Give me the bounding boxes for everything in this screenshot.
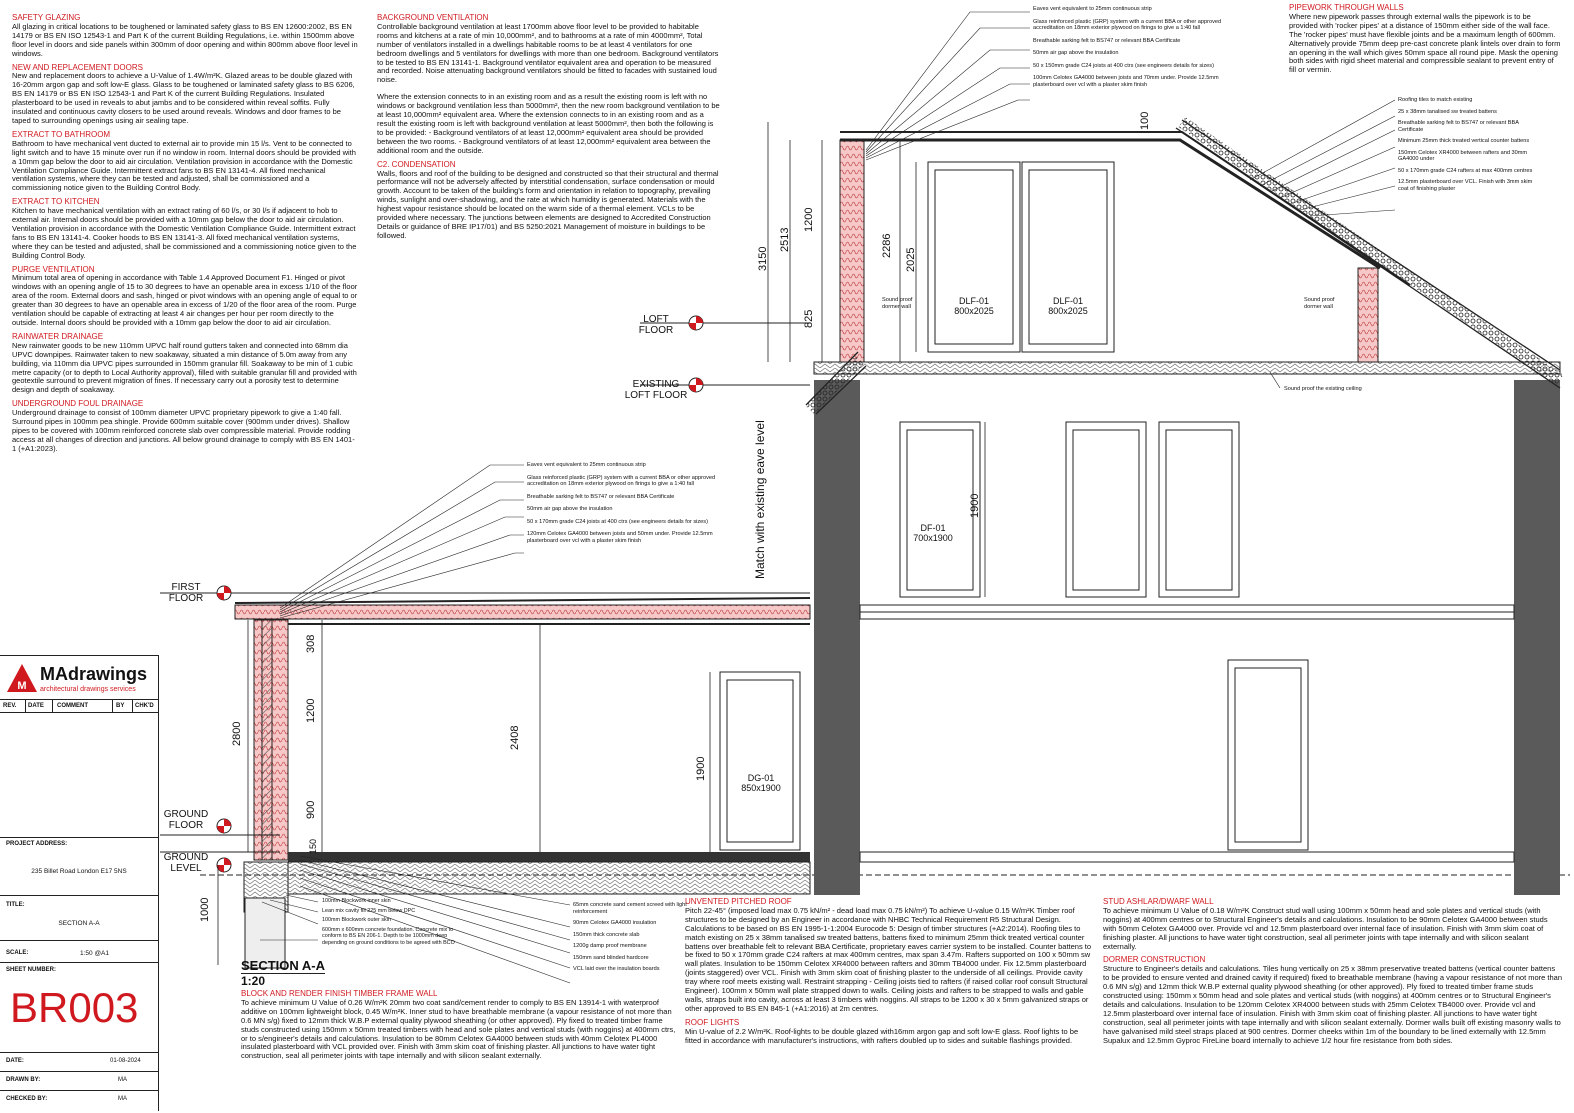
callout-label: 100mm Blockwork inner skin [322, 898, 391, 904]
dim-1900a: 1900 [969, 493, 981, 518]
callout-label: 100mm Blockwork outer skin [322, 917, 391, 923]
note-heading: UNVENTED PITCHED ROOF [685, 897, 792, 906]
callout-label: Eaves vent equivalent to 25mm continuous strip [1033, 6, 1152, 12]
note-text: New and replacement doors to achieve a U-Value of 1.4W/m²K. Glazed areas to be double glazed with 16-20mm argon gap and soft low-E glass. Glass to be toughened or laminated safety glass to BS 6206, BS EN 14179 or BS EN ISO 12543-1 and Part K of the current Building Regulations. Insulated plasterboard to be used in reveals to abut jambs and to be considered within reveal soffits. Fully insulated and continuous cavity closers to be used around reveals. Windows and door frames to be taped to surrounding openings using air sealing tape. [12, 71, 355, 125]
title-value: SECTION A-A [58, 920, 100, 927]
dim-100a: 100 [1139, 111, 1151, 130]
callout-label: 90mm Celotex GA4000 insulation [573, 920, 657, 926]
note-heading: DORMER CONSTRUCTION [1103, 955, 1206, 965]
ground-floor-label: GROUND FLOOR [163, 809, 209, 831]
dim-2025: 2025 [905, 247, 917, 272]
note-heading: BLOCK AND RENDER FINISH TIMBER FRAME WALL [241, 989, 438, 998]
door-label-dlf2: DLF-01 800x2025 [1040, 296, 1096, 316]
door-dg [720, 660, 1308, 850]
note-heading: UNDERGROUND FOUL DRAINAGE [12, 399, 144, 409]
note-text: Where new pipework passes through external walls the pipework is to be provided with 'rocker pipes' at a distance of 150mm either side of the wall face. The 'rocker pipes' must have flexible joints and be a maximum length of 600mm. Alternatively provide 75mm deep pre-cast concrete plank lintels over drain to form an opening in the wall which gives 50mm space all round pipe. Mask the opening both sides with rigid sheet material and compressible sealant to prevent entry of fill or vermin. [1289, 11, 1561, 75]
note-heading: NEW AND REPLACEMENT DOORS [12, 62, 143, 72]
note-text: Where the extension connects to in an existing room and as a result the existing room is left with no windows or background ventilation less than 5000mm², then the new room background ventilation to be at least 10,000mm² equivalent area. Where the extension connects to in an existing room and as a result the existing room is left with background ventilation at least 5000mm², then both the following is to be provided: - Background ventilators of at least 12,000mm² equivalent area should be provided between the two rooms. - Background ventilators of at least 12,000mm² equivalent area between the additional room and the outside. [377, 92, 720, 155]
labels-mid [527, 462, 737, 550]
callout-label: 600mm x 600mm concrete foundation. Concrete mix to conform to BS EN 206-1. Depth to be 1000mm deep depending on ground conditions to be agreed with BCO [322, 926, 455, 946]
note-text: Bathroom to have mechanical vent ducted to external air to provide min 15 l/s. Vent to be connected to light switch and to have 15 minute over run if no window in room. Internal doors should be provided with a 10mm gap below the door to aid air circulation. Ventilation provision in accordance with the Domestic Ventilation Compliance Guide. Intermittent extract fans to BS EN 13141-4. All fixed mechanical ventilation systems, where they can be tested and adjusted, shall be commissioned and a commissioning notice given to the Building Control Body. [12, 138, 356, 193]
dim-1900b: 1900 [695, 756, 707, 781]
section-scale: 1:20 [241, 974, 266, 988]
date-value: 01-08-2024 [110, 1058, 141, 1064]
note-text: Structure to Engineer's details and calculations. Tiles hung vertically on 25 x 38mm preservative treated battens (vertical counter battens to be provided to ensure vented and drained cavity if required) fixed to breathable membrane (having a vapour resistance of not more than 0.6 MN s/g) and 12mm thick W.B.P external quality plywood sheathing (or other approved). Ply fixed to treated timber frame studs constructed using: 150mm x 50mm head and sole plates and vertical studs (with noggins) at 400mm centres or to Structural Engineer's details and calculations. Insulation to be 120mm Celotex XR4000 between studs with 25mm Celotex TB4000 over. Provide vcl and 12.5mm plasterboard over internal face of insulation. Finish with 3mm skim coat of finishing plaster. All junctions to have water tight construction, seal all perimeter joints with tape internally and with silicon sealant externally. Dormer walls built off existing masonry walls to have galvanised mild steel straps placed at 900 centres. Dormer cheeks within 1m of the boundary to be lined externally with 12.5mm Supalux and 12.5mm Gyproc FireLine board internally to achieve 1/2 hour fire resistance from both sides. [1103, 964, 1563, 1045]
dormer-wall [840, 140, 864, 362]
existing-loft-label: EXISTING LOFT FLOOR [624, 379, 688, 401]
callout-label: 120mm Celotex GA4000 between joists and 50mm under. Provide 12.5mm plasterboard over vcl with a plaster skim finish [527, 531, 713, 544]
title-block [0, 655, 159, 1111]
date-label: DATE: [6, 1058, 24, 1064]
note-text: Minimum total area of opening in accordance with Table 1.4 Approved Document F1. Hinged or pivot windows with an opening angle of 15 to 30 degrees to have an openable area in excess 1/10 of the floor area of the room. External doors and sash, hinged or pivot windows with an opening angle of equal to or greater than 30 degrees to have an openable area in excess of 1/20 of the floor area of the room. Purge ventilation should be capable of extracting at least 4 air changes per hour per room directly to the outside. Internal doors should be provided with a 10mm gap below the door to aid air circulation. [12, 273, 358, 327]
note-text: New rainwater goods to be new 110mm UPVC half round gutters taken and connected into 68mm dia UPVC downpipes. Rainwater taken to new soakaway, situated a min distance of 5.0m away from any building, via 110mm dia UPVC pipes surrounded in 150mm granular fill. Soakaway to be min of 1 cubic metre capacity (or to depth to Local Authority approval), filled with suitable granular fill and provided with geotextile surround to prevent migration of fines. If necessary carry out a porosity test to determine design and depth of soakaway. [12, 340, 357, 395]
callout-label: 50 x 150mm grade C24 joists at 400 ctrs (see engineers details for sizes) [1033, 62, 1214, 69]
note-heading: PURGE VENTILATION [12, 264, 95, 274]
flat-roof [235, 605, 810, 619]
project-label: PROJECT ADDRESS: [6, 841, 68, 847]
note-text: Controllable background ventilation at least 1700mm above floor level to be provided to habitable rooms and kitchens at a rate of min 10,000mm², and to bathrooms at a rate of min 4000mm², Total number of ventilators installed in a dwellings habitable rooms to be at least 4 ventilators for one bedroom dwellings and 5 ventilators for dwellings with more than one bedroom. Background ventilators to be tested to BS EN 13141-1. Background ventilator equivalent area and operation to be measured and recorded. Noise attenuating background ventilators should be fitted to facades with sustained loud noise. [377, 21, 719, 85]
note-heading: ROOF LIGHTS [685, 1017, 740, 1027]
tagline: architectural drawings services [40, 686, 136, 693]
callout-label: 12.5mm plasterboard over VCL. Finish with 3mm skim coat of finishing plaster [1398, 179, 1533, 192]
checked-value: MA [118, 1096, 127, 1102]
labels-top [1033, 6, 1233, 94]
callout-label: 25 x 38mm tanalised sw treated battens [1398, 108, 1497, 115]
drawn-value: MA [118, 1077, 127, 1083]
existing-loft-floor [814, 362, 1560, 374]
callout-label: 50 x 170mm grade C24 joists at 400 ctrs (see engineers details for sizes) [527, 518, 708, 525]
callout-label: 50 x 170mm grade C24 rafters at max 400mm centres [1398, 167, 1533, 174]
checked-label: CHECKED BY: [6, 1096, 48, 1102]
floor-slab [288, 852, 810, 862]
door-label-df: DF-01 700x1900 [910, 523, 956, 543]
callout-label: 100mm Celotex GA4000 between joists and 70mm under. Provide 12.5mm plasterboard over vcl with a plaster skim finish [1033, 75, 1219, 88]
title-label: TITLE: [6, 902, 25, 908]
note-text: Underground drainage to consist of 100mm diameter UPVC proprietary pipework to give a 1:40 fall. Surround pipes in 100mm pea shingle. Provide 600mm suitable cover (900mm under drives). Shallow pipes to be covered with 100mm reinforced concrete slab over compressible material. Provide rodding access at all changes of direction and junctions. All below ground drainage to comply with BS EN 1401-1 (+A1:2023). [12, 408, 355, 453]
callout-label: Minimum 25mm thick treated vertical counter battens [1398, 138, 1530, 144]
note-text: Min U-value of 2.2 W/m²K. Roof-lights to be double glazed with16mm argon gap and soft low-E glass. Roof lights to be fitted in accordance with manufacturer's instructions, with rafters doubled up to sides and suitable flashings provided. [685, 1026, 1079, 1045]
note-text: To achieve minimum U Value of 0.18 W/m²K Construct stud wall using 100mm x 50mm head and sole plates and vertical studs (with noggins) at 400mm centres or to Structural Engineer's details and calculations. Insulation to be 90mm Celotex GA4000 between studs with 50mm Celotex GA4000 over. Provide vcl and 12.5mm plasterboard over internal face of insulation. Finish with 3mm skim coat of finishing plaster. All junctions to have water tight construction, seal all perimeter joints with tape internally and with silicon sealant externally. [1103, 905, 1548, 951]
scale-label: SCALE: [6, 950, 29, 956]
callout-label: Eaves vent equivalent to 25mm continuous strip [527, 462, 646, 468]
note-heading: STUD ASHLAR/DWARF WALL [1103, 897, 1214, 906]
callout-label: Roofing tiles to match existing [1398, 97, 1473, 103]
callout-label: VCL laid over the insulation boards [573, 966, 660, 972]
logo [6, 662, 38, 694]
scale-value: 1:50 @A1 [80, 950, 110, 957]
sheet-number: BR003 [10, 984, 139, 1031]
labels-floor [573, 902, 688, 978]
door-label-dg: DG-01 850x1900 [736, 773, 786, 793]
dim-1200a: 1200 [803, 207, 815, 232]
callout-label: 65mm concrete sand cement screed with light reinforcement [573, 902, 687, 915]
dim-1000: 1000 [199, 897, 211, 922]
callout-label: Glass reinforced plastic (GRP) system with a current BBA or other approved accreditation on 18mm exterior plywood on firings to give a 1:40 fall [1033, 18, 1222, 31]
note-text: Kitchen to have mechanical ventilation with an extract rating of 60 l/s, or 30 l/s if adjacent to hob to external air. Internal doors should be provided with a 10mm gap below the door to aid air circulation. Ventilation provision in accordance with the Domestic Ventilation Compliance Guide. Intermittent extract fans to BS EN 13141-4. Cooker hoods to BS EN 13141-3. All fixed mechanical ventilation systems, where they can be tested and adjusted, shall be commissioned and a commissioning notice given to the Building Control Body. [12, 206, 357, 260]
callout-label: Breathable sarking felt to BS747 or relevant BBA Certificate [1398, 120, 1519, 133]
callout-label: Breathable sarking felt to BS747 or relevant BBA Certificate [527, 493, 675, 500]
existing-wall-right [1514, 380, 1560, 895]
eave-text: Match with existing eave level [753, 420, 767, 579]
dim-1200b: 1200 [305, 698, 317, 723]
brand: MAdrawings [40, 664, 148, 684]
note-text: Pitch 22-45° (imposed load max 0.75 kN/m² - dead load max 0.75 kN/m²) To achieve U-value 0.15 W/m²K Timber roof structures to be designed by an Engineer in accordance with NHBC Technical Requirement R5 Structural Design. Calculations to be based on BS EN 1995-1-1:2004 Eurocode 5: Design of timber structures (+A2:2014). Roofing tiles to match existing on 25 x 38mm tanalised sw treated battens, battens fixed to minimum 25mm thick treated vertical counter battens over breathable felt to relevant BBA Certificate, proprietary eaves carrier system to be installed. Counter battens to be fixed to 50 x 170mm grade C24 rafters at max 400mm centres, max span 3.47m. Rafters supported on 100 x 50mm sw wall plates. Insulation to be 150mm Celotex XR4000 between rafters and 30mm TB4000 under. Fix 12.5mm plasterboard (joints staggered) over VCL. Finish with 3mm skim coat of finishing plaster to the underside of all ceilings. Provide cavity tray where roof meets existing wall. Restraint strapping - Ceiling joists tied to rafters (if raised collar roof consult Structural Engineer). 100mm x 50mm wall plate strapped down to walls. Ceiling joists and rafters to be strapped to walls and gable walls, straps built into cavity, across at least 3 timbers with noggins. All straps to be 1200 x 30 x 5mm galvanized straps or other approved to BS EN 845-1 (+A1:2016) at 2m centres. [685, 905, 1092, 1013]
note-heading: BACKGROUND VENTILATION [377, 13, 489, 22]
svg-text:M: M [17, 680, 27, 692]
project-address: 235 Billet Road London E17 5NS [31, 868, 127, 875]
callout-label: Breathable sarking felt to BS747 or relevant BBA Certificate [1033, 37, 1181, 44]
note-heading: RAINWATER DRAINAGE [12, 331, 104, 341]
sheet-label: SHEET NUMBER: [6, 967, 57, 973]
callout-label: Lean mix cavity fill 225 mm below DPC [322, 907, 416, 914]
note-heading: PIPEWORK THROUGH WALLS [1289, 3, 1404, 12]
sound-label-3: Sound proof the existing ceiling [1284, 386, 1362, 392]
drawn-label: DRAWN BY: [6, 1077, 41, 1083]
note-text: Walls, floors and roof of the building to be designed and constructed so that their structural and thermal performance will not be adversely affected by interstitial condensation, surface condensation or mould growth. Account to be taken of the building's form and orientation in relation to topography, prevailing winds, sunlight and over-shadowing, and the rate at which humidity is generated. Materials with the highest vapour resistance should be located on the warm side of a thermal element. VCLs to be provided where necessary. The junctions between elements are designed to Accredited Construction Details or guidance of BRE IP17/01) and BS 5250:2021 Management of moisture in buildings to be followed. [377, 168, 719, 240]
dim-3150: 3150 [757, 246, 769, 271]
logo-icon [6, 662, 38, 694]
dim-2513: 2513 [779, 227, 791, 252]
existing-wall-left [814, 380, 860, 895]
first-floor-label: FIRST FLOOR [168, 582, 204, 604]
note-heading: EXTRACT TO KITCHEN [12, 197, 100, 207]
callout-label: Glass reinforced plastic (GRP) system with a current BBA or other approved accreditation on 18mm exterior plywood on firings to give a 1:40 fall [527, 474, 716, 487]
loft-floor-label: LOFT FLOOR [638, 314, 674, 336]
dim-308: 308 [305, 634, 317, 653]
dim-900: 900 [305, 800, 317, 819]
door-df [900, 422, 980, 597]
dim-150: 150 [308, 838, 318, 854]
dim-2800: 2800 [231, 721, 243, 746]
dim-2408: 2408 [509, 725, 521, 750]
sound-label-2: Sound proof dormer wall [1304, 297, 1335, 310]
callout-label: 50mm air gap above the insulation [1033, 50, 1119, 56]
revision-header: REV. DATE COMMENT BY CHK'D [0, 699, 158, 713]
callout-label: 50mm air gap above the insulation [527, 506, 613, 512]
note-text: To achieve minimum U Value of 0.26 W/m²K 20mm two coat sand/cement render to comply to BS EN 13914-1 with waterproof additive on 100mm lightweight block, 0.45 W/m²K. Inner stud to have breathable membrane (a vapour resistance of not more than 0.6 MN s/g) fixed to 12mm thick W.B.P external quality plywood sheathing (or other approved). Ply fixed to treated timber frame studs constructed using 150mm x 50mm treated timbers with head and sole plates and vertical studs (with noggins) at 400mm ctrs, or to s/engineer's details and calculations. Insulation to be 80mm Celotex GA4000 between studs with 40mm Celotex PL4000 insulated plasterboard with VCL provided over. Finish with 3mm skim coat of finishing plaster. All junctions to have water tight construction, seal all perimeter joints with tape internally and with silicon sealant externally. [241, 997, 676, 1061]
callout-label: 1200g damp proof membrane [573, 943, 647, 949]
labels-roof [1398, 97, 1538, 197]
door-dlf-2 [1022, 162, 1114, 352]
ground-level-label: GROUND LEVEL [163, 852, 209, 874]
callout-label: 150mm Celotex XR4000 between rafters and 30mm GA4000 under [1398, 149, 1528, 162]
callout-label: 150mm sand blinded hardcore [573, 954, 649, 961]
note-text: All glazing in critical locations to be toughened or laminated safety glass to BS EN 12600:2002, BS EN 14179 or BS EN ISO 12543-1 and Part K of the current Building Regulations, i.e. within 1500mm above floor level in doors and side panels within 300mm of door opening and within 800mm above floor level in windows. [12, 21, 358, 58]
door-label-dlf1: DLF-01 800x2025 [946, 296, 1002, 316]
dim-825: 825 [803, 309, 815, 328]
section-title: SECTION A-A [241, 958, 326, 973]
door-dlf-1 [928, 162, 1020, 352]
labels-wall [322, 898, 472, 949]
dim-2286: 2286 [881, 233, 893, 258]
note-heading: SAFETY GLAZING [12, 13, 81, 22]
sound-label-1: Sound proof dormer wall [882, 297, 913, 310]
note-heading: C2. CONDENSATION [377, 159, 456, 169]
callout-label: 150mm thick concrete slab [573, 931, 640, 938]
note-heading: EXTRACT TO BATHROOM [12, 129, 111, 139]
